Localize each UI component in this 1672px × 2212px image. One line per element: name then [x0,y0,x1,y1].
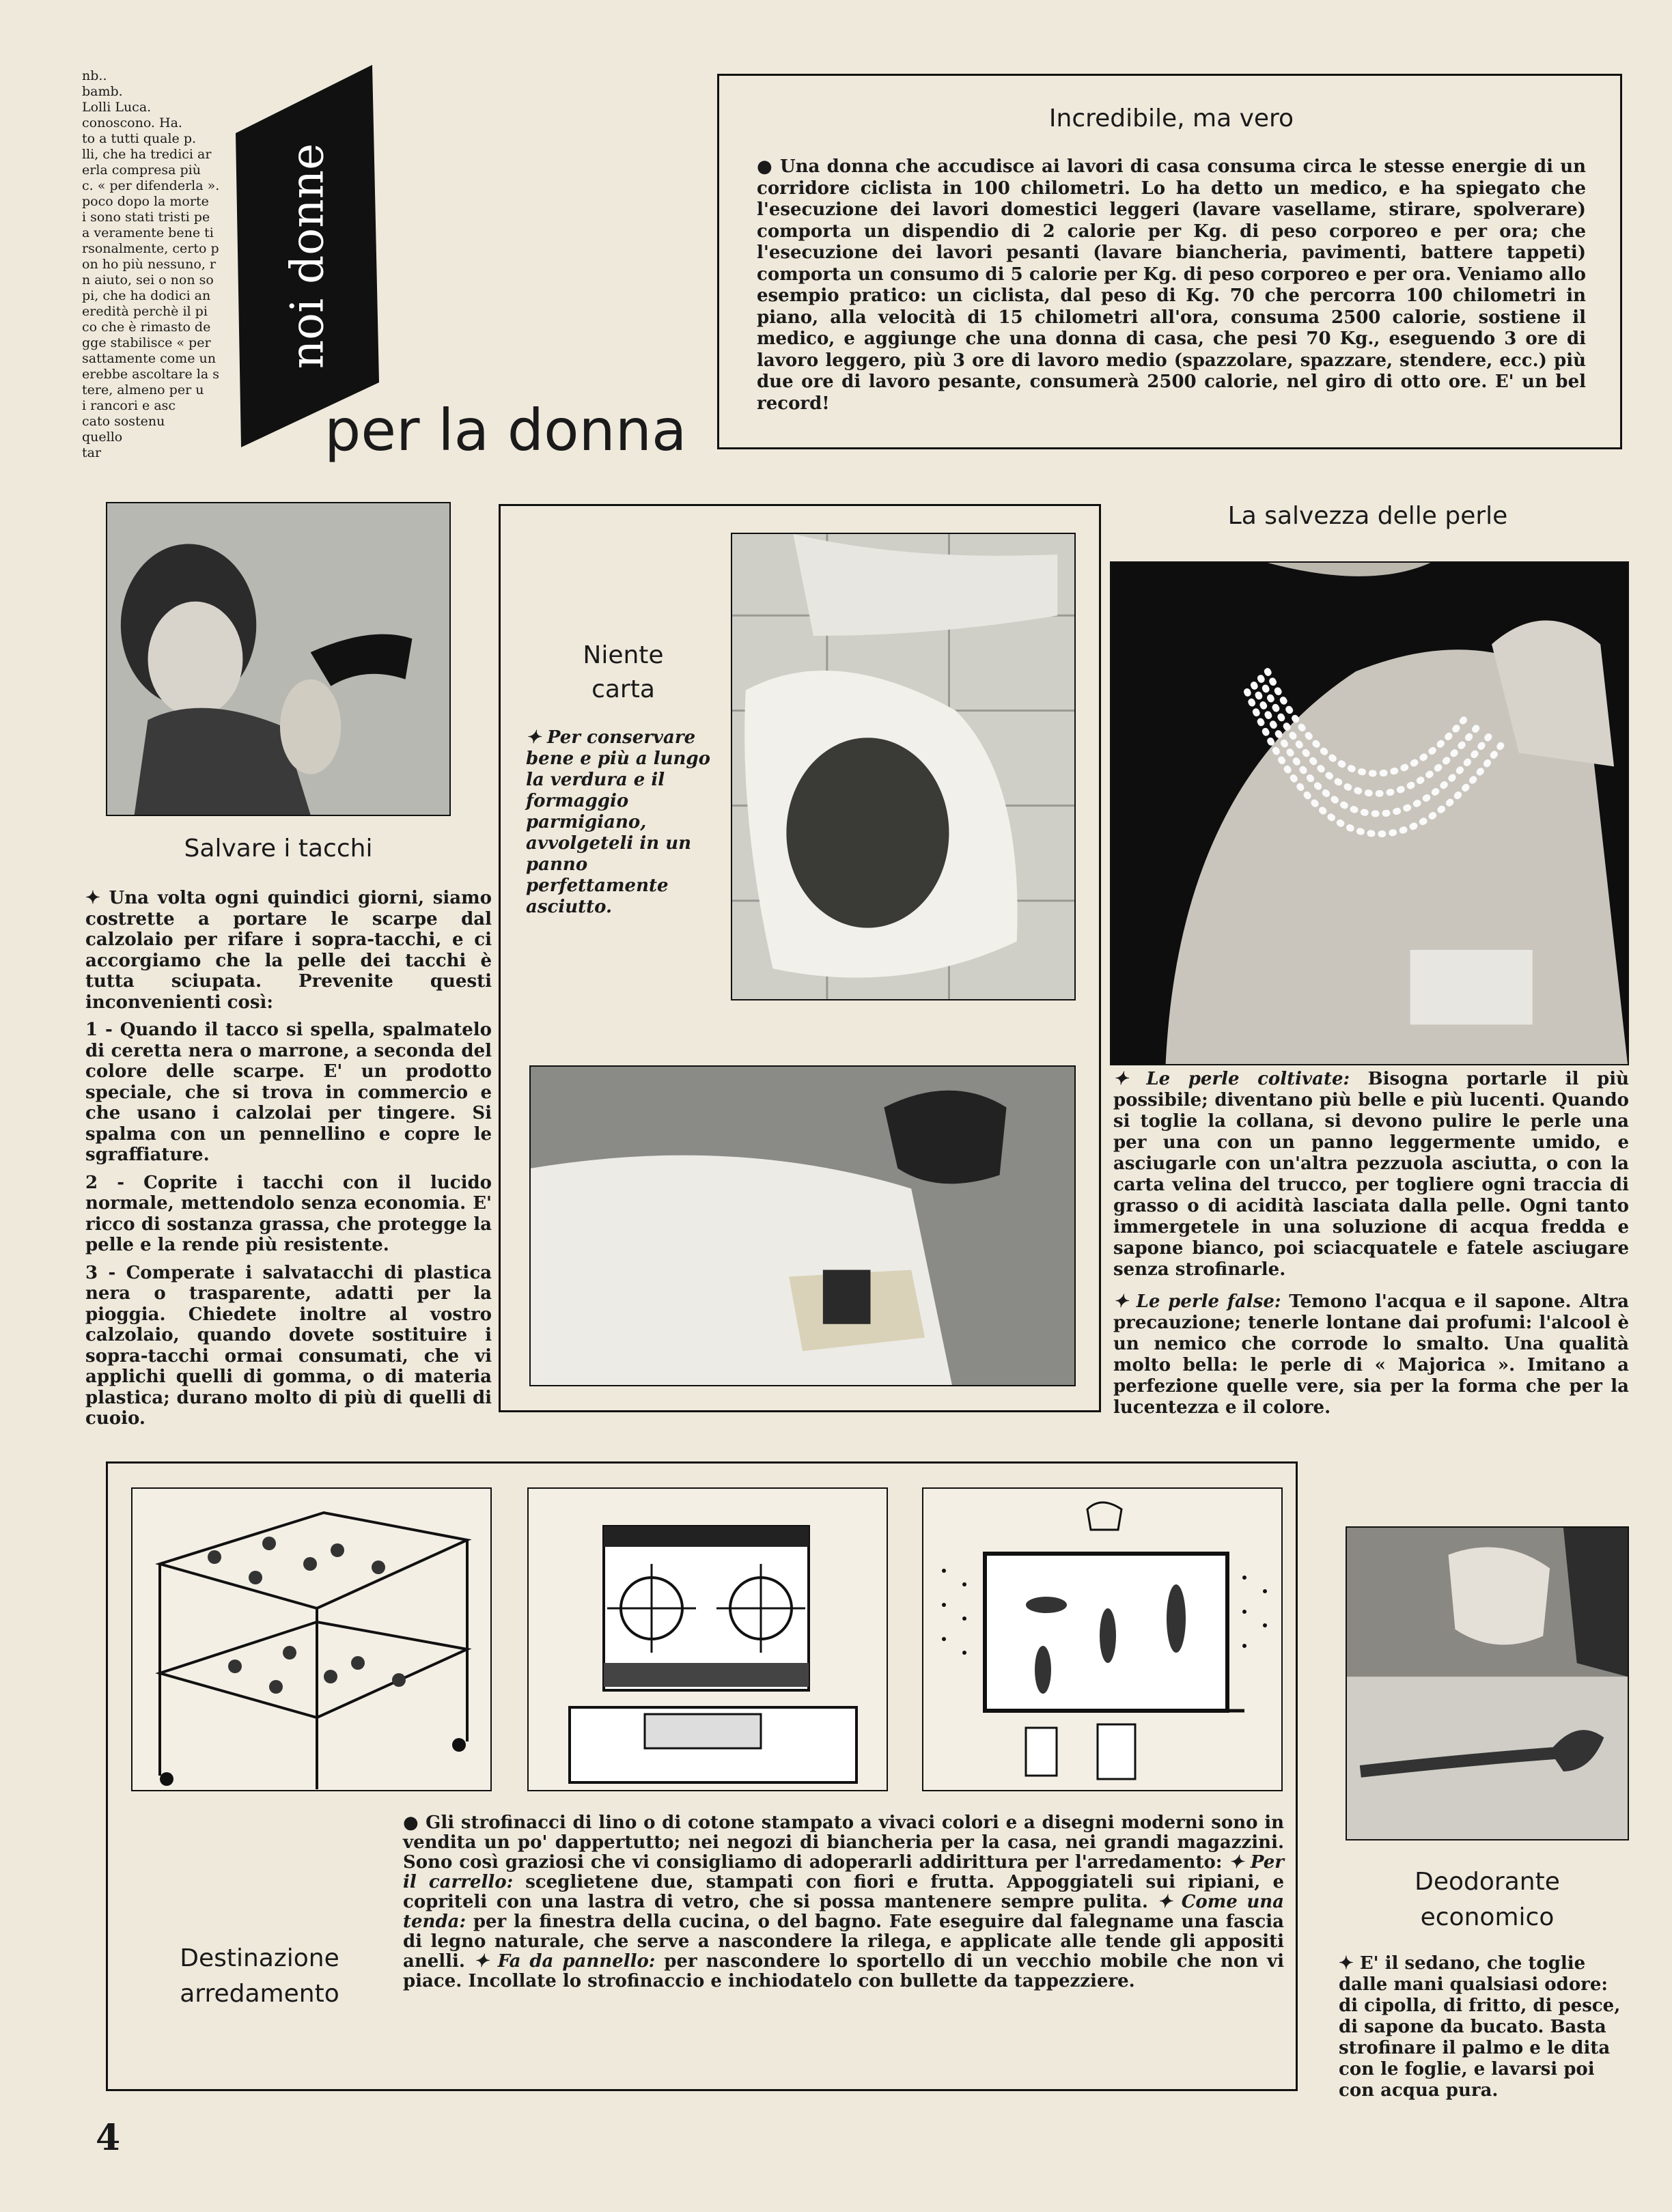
arredamento-text-tenda: per la finestra della cucina, o del bagno. Fate eseguire dal falegname una fascia di legno naturale, che serve a nascondere la rilega, e applicate alle tende gli appositi anelli. [403,1912,1284,1972]
clipping-line: c. « per difenderla ». [82,178,220,193]
clipping-line: to a tutti quale p. [82,131,197,146]
carta-text: ✦ Per conservare bene e più a lungo la verdura e il formaggio parmigiano, avvolgeteli in un panno perfettamente asciutto. [526,727,710,917]
clipping-line: i sono stati tristi pe [82,210,210,225]
clipping-line: cato sostenu [82,414,165,429]
clipping-line: tar [82,445,102,460]
tacchi-tip-2: 2 - Coprite i tacchi con il lucido normale, mettendolo senza economia. E' ricco di sostanza grassa, che protegge la pelle e la rende più resistente. [85,1172,492,1255]
clipping-line: n aiuto, sei o non so [82,272,214,288]
carta-title [540,639,707,707]
arredamento-label-pannello: ✦ Fa da pannello: [473,1951,656,1972]
clipping-line: sattamente come un [82,351,216,366]
perle-false-text: Temono l'acqua e il sapone. Altra precauzione; tenerle lontane dai profumi: l'alcool è un nemico che corrode lo smalto. Una qualità molto bella: le perle di « Majorica ». Imitano a perfezione quelle vere, sia per la forma che per la lucentezza e il colore. [1113,1291,1629,1418]
clipping-line: gge stabilisce « per [82,335,211,350]
arredamento-label-carrello: ✦ Per il carrello: [403,1852,1284,1892]
deodorante-text: ✦ E' il sedano, che toglie dalle mani qualsiasi odore: di cipolla, di fritto, di pesce, di sapone da bucato. Basta strofinare il palmo e le dita con le foglie, e lavarsi poi con acqua pura. [1339,1953,1621,2101]
arredamento-title [143,1941,376,2012]
clipping-line: pi, che ha dodici an [82,288,211,303]
photo-vegetables-cloth [731,533,1076,1000]
arredamento-intro: ● Gli strofinacci di lino o di cotone stampato a vivaci colori e a disegni moderni sono in vendita un po' dappertutto; nei negozi di biancheria per la casa, nei grandi magazzini. Sono così graziosi che vi consigliamo di adoperarli addirittura per l'arredamento: [403,1812,1284,1873]
arredamento-text-pannello: per nascondere lo sportello di un vecchio mobile che non vi piace. Incollate lo strofinaccio e inchiodatelo con bullette da tappezziere. [403,1951,1284,1991]
perle-coltivate-label: ✦ Le perle coltivate: [1113,1069,1350,1089]
incredibile-box [717,74,1622,449]
clipping-line: conoscono. Ha. [82,115,182,130]
noi-donne-banner [236,65,379,447]
carta-title-line1: Niente [583,641,664,669]
illustration-fish-panel [922,1487,1283,1791]
perle-coltivate-text: Bisogna portarle il più possibile; diventano più belle e più lucenti. Quando si toglie la collana, si devono pulire le perle una per una con un panno leggermente umido, e asciugarle con un'altra pezzuola asciutta, o con la carta velina del trucco, per togliere ogni traccia di grasso o di acidità lasciata dalla pelle. Ogni tanto immergetele in una soluzione di acqua fredda e sapone bianco, poi sciacquatele e fatele asciugare senza strofinarle. [1113,1069,1629,1280]
clipping-line: lli, che ha tredici ar [82,147,212,162]
clipping-line: nb.. [82,68,107,83]
clipping-line: poco dopo la morte [82,194,209,209]
clipping-line: i rancori e asc [82,398,176,413]
arredamento-title-line1: Destinazione [180,1944,339,1972]
clipping-line: Lolli Luca. [82,100,152,115]
perle-false-label: ✦ Le perle false: [1113,1291,1281,1312]
tacchi-title: Salvare i tacchi [184,835,373,863]
tacchi-intro: ✦ Una volta ogni quindici giorni, siamo costrette a portare le scarpe dal calzolaio per rifare i sopra-tacchi, e ci accorgiamo che la pelle dei tacchi è tutta sciupata. Prevenite questi inconvenienti così: [85,888,492,1013]
page-number: 4 [96,2117,121,2159]
clipping-line: rsonalmente, certo p [82,241,219,256]
clipping-line: co che è rimasto de [82,320,211,335]
tacchi-tip-3: 3 - Comperate i salvatacchi di plastica nera o trasparente, adatti per la pioggia. Chiedete inoltre al vostro calzolaio, quando dovete sostituire i sopra-tacchi ormai consumati, che vi applichi quelli di gomma, o di materia plastica; durano molto di più di quelli di cuoio. [85,1262,492,1429]
arredamento-text [403,1813,1284,1991]
photo-pearl-necklace [1110,561,1629,1065]
banner-tag: noi donne [281,143,334,369]
incredibile-title: Incredibile, ma vero [1048,104,1294,132]
clipping-line: quello [82,430,123,445]
clipping-line: tere, almeno per u [82,382,204,397]
tacchi-tip-1: 1 - Quando il tacco si spella, spalmatelo di ceretta nera o marrone, a seconda del colore delle scarpe. E' un prodotto speciale, che si trova in commercio e che usano i calzolai per tingere. Si spalma con un pennellino e copre le sgraffiature. [85,1020,492,1165]
clipping-text-column [82,68,239,460]
clipping-line: on ho più nessuno, r [82,257,217,272]
perle-false [1113,1291,1629,1418]
perle-coltivate [1113,1069,1629,1280]
clipping-line: bamb. [82,84,123,99]
clipping-line: erla compresa più [82,163,201,178]
deodorante-title [1346,1864,1629,1935]
photo-cheese-cloth [529,1065,1076,1386]
deodorante-title-line2: economico [1420,1903,1555,1931]
arredamento-text-carrello: sceglietene due, stampati con fiori e frutta. Appoggiateli sui ripiani, e copriteli con una lastra di vetro, che si possa mantenere sempre pulita. [403,1872,1284,1912]
deodorante-title-line1: Deodorante [1415,1868,1560,1896]
clipping-line: eredità perchè il pi [82,304,208,319]
arredamento-label-tenda: ✦ Come una tenda: [403,1892,1284,1932]
arredamento-title-line2: arredamento [180,1980,339,2008]
tacchi-text [85,888,492,1436]
illustration-kitchen-curtains [527,1487,888,1791]
photo-woman-shoe [106,502,451,816]
incredibile-text: ● Una donna che accudisce ai lavori di casa consuma circa le stesse energie di un corridore ciclista in 100 chilometri. Lo ha detto un medico, e ha spiegato che l'esecuzione dei lavori domestici leggeri (lavare vasellame, stirare, spolverare) comporta un dispendio di 2 calorie per Kg. di peso corporeo e per ora; che l'esecuzione dei lavori pesanti (lavare biancheria, pavimenti, battere tappeti) comporta un consumo di 5 calorie per Kg. di peso corporeo e per ora. Veniamo allo esempio pratico: un ciclista, dal peso di Kg. 70 che percorra 100 chilometri in piano, alla velocità di 15 chilometri all'ora, consuma 2500 calorie, sostiene il medico, e aggiunge che una donna di casa, che pesi 70 Kg., eseguendo 3 ore di lavoro leggero, più 3 ore di lavoro medio (spazzolare, spazzare, stendere, ecc.) più due ore di lavoro pesante, consumerà 2500 calorie, nel giro di otto ore. E' un bel record! [757,156,1586,414]
perle-title: La salvezza delle perle [1227,502,1508,530]
photo-hands-celery [1346,1526,1629,1840]
page-title: per la donna [324,397,687,464]
clipping-line: erebbe ascoltare la s [82,367,219,382]
clipping-line: a veramente bene ti [82,225,214,240]
carta-title-line2: carta [591,675,655,703]
illustration-tea-trolley [131,1487,492,1791]
perle-text [1113,1069,1629,1425]
